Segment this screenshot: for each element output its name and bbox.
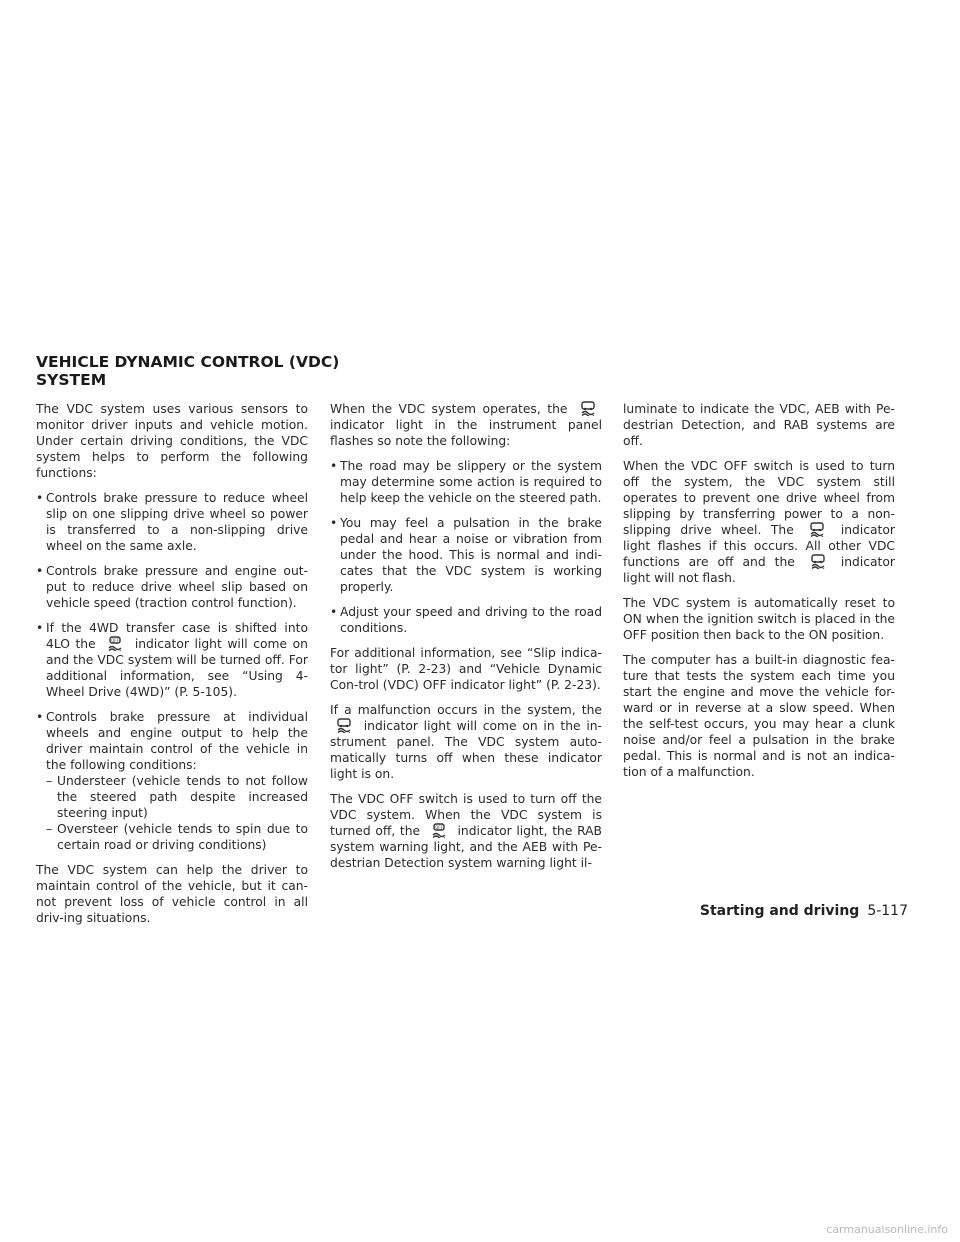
paragraph: For additional information, see “Slip indica-tor light” (P. 2-23) and “Vehicle Dynamic Con-trol (VDC) OFF indicator light” (P. 2-23). bbox=[330, 646, 602, 692]
footer-section-title: Starting and driving bbox=[699, 903, 860, 919]
conditions-sublist bbox=[46, 773, 308, 853]
heading-line-1: VEHICLE DYNAMIC CONTROL (VDC) bbox=[36, 353, 340, 371]
svg-text:OFF: OFF bbox=[434, 825, 443, 830]
list-item: • Controls brake pressure to reduce wheel slip on one slipping drive wheel so power is transferred to a non-slipping drive wheel on the same axle. bbox=[36, 490, 308, 554]
paragraph bbox=[623, 458, 895, 586]
intro-paragraph: The VDC system uses various sensors to monitor driver inputs and vehicle motion. Under certain driving conditions, the VDC system helps to perform the following functions: bbox=[36, 402, 308, 480]
paragraph-text: When the VDC OFF switch is used to turn off the system, the VDC system still operates to prevent one drive wheel from slipping by transferring power to a non-slipping drive wheel. The bbox=[623, 459, 895, 537]
notes-list bbox=[330, 458, 602, 636]
list-item: • Adjust your speed and driving to the road conditions. bbox=[330, 604, 602, 636]
list-item-text: indicator light will come on and the VDC system will be turned off. For additional information, see “Using 4-Wheel Drive (4WD)” (P. 5-105). bbox=[46, 637, 308, 699]
paragraph-text: indicator light will come on in the in-strument panel. The VDC system auto-matically turns off when these indicator light is on. bbox=[330, 719, 602, 781]
paragraph-text: indicator light, the RAB system warning light, and the AEB with Pe-destrian Detection system warning light il- bbox=[330, 824, 602, 870]
sublist-item: – Understeer (vehicle tends to not follow the steered path despite increased steering input) bbox=[46, 773, 308, 821]
paragraph-text: The VDC OFF switch is used to turn off the VDC system. When the VDC system is turned off, the bbox=[330, 792, 602, 838]
watermark: carmanualsonline.info bbox=[826, 1223, 948, 1236]
paragraph: luminate to indicate the VDC, AEB with Pe-destrian Detection, and RAB systems are off. bbox=[623, 402, 895, 448]
list-item bbox=[36, 709, 308, 853]
paragraph-text: indicator light in the instrument panel flashes so note the following: bbox=[330, 418, 602, 448]
list-item-text: Controls brake pressure at individual wheels and engine output to help the driver maintain control of the vehicle in the following conditions: bbox=[46, 710, 308, 772]
sublist-item: – Oversteer (vehicle tends to spin due to certain road or driving conditions) bbox=[46, 821, 308, 853]
paragraph bbox=[330, 702, 602, 782]
paragraph bbox=[330, 791, 602, 871]
list-item: • The road may be slippery or the system may determine some action is required to help keep the vehicle on the steered path. bbox=[330, 458, 602, 506]
paragraph: The VDC system is automatically reset to ON when the ignition switch is placed in the OFF position then back to the ON position. bbox=[623, 596, 895, 642]
vdc-off-indicator-icon bbox=[428, 823, 450, 838]
list-item: • You may feel a pulsation in the brake pedal and hear a noise or vibration from under the hood. This is normal and indi-cates that the VDC system is working properly. bbox=[330, 515, 602, 595]
functions-list bbox=[36, 490, 308, 853]
list-item bbox=[36, 620, 308, 700]
page-footer bbox=[700, 903, 908, 919]
column-1 bbox=[36, 401, 308, 935]
paragraph-text: indicator light will not flash. bbox=[623, 555, 895, 585]
paragraph-text: When the VDC system operates, the bbox=[330, 402, 568, 416]
slip-indicator-icon bbox=[333, 718, 355, 733]
paragraph: The computer has a built-in diagnostic fea-ture that tests the system each time you start the engine and move the vehicle for-ward or in reverse at a slow speed. When the self-test occurs, you may hear a clunk noise and/or feel a pulsation in the brake pedal. This is normal and is not an indica-tion of a malfunction. bbox=[623, 653, 895, 779]
paragraph: The VDC system can help the driver to maintain control of the vehicle, but it can-not prevent loss of vehicle control in all driv-ing situations. bbox=[36, 863, 308, 925]
list-item: • Controls brake pressure and engine out-put to reduce drive wheel slip based on vehicle speed (traction control function). bbox=[36, 563, 308, 611]
svg-text:OFF: OFF bbox=[111, 638, 120, 643]
paragraph bbox=[330, 401, 602, 449]
section-heading bbox=[36, 353, 356, 389]
list-item-text: If the 4WD transfer case is shifted into 4LO the bbox=[46, 621, 308, 651]
slip-indicator-icon bbox=[806, 522, 828, 537]
slip-indicator-icon bbox=[807, 554, 829, 569]
heading-line-2: SYSTEM bbox=[36, 371, 107, 389]
slip-indicator-icon bbox=[577, 401, 599, 416]
column-3 bbox=[623, 401, 895, 789]
paragraph-text: If a malfunction occurs in the system, the bbox=[330, 703, 602, 717]
vdc-off-indicator-icon bbox=[104, 636, 126, 651]
page-number: 5-117 bbox=[867, 903, 908, 919]
column-2 bbox=[330, 401, 602, 880]
paragraph-text: indicator light flashes if this occurs. All other VDC functions are off and the bbox=[623, 523, 895, 569]
